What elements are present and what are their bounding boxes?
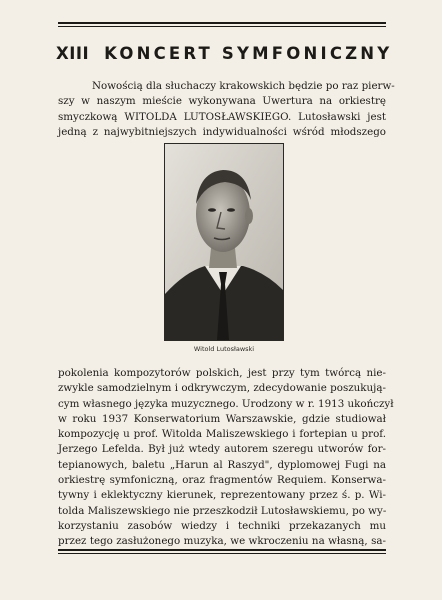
page-title: [56, 44, 396, 63]
text-line: tolda Maliszewskiego nie przeszkodził Lutosławskiemu, po wy-: [58, 504, 387, 517]
text-line: tywny i eklektyczny kierunek, reprezentowany przez ś. p. Wi-: [58, 489, 386, 502]
bottom-rule-thick: [58, 549, 386, 551]
text-line: Jerzego Lefelda. Był już wtedy autorem szeregu utworów for-: [58, 443, 386, 456]
text-line: orkiestrę symfoniczną, oraz fragmentów Requiem. Konserwa-: [58, 474, 386, 487]
text-line: kompozycję u prof. Witolda Maliszewskiego i fortepian u prof.: [58, 428, 386, 441]
text-line: szy w naszym mieście wykonywana Uwertura na orkiestrę: [58, 95, 386, 108]
text-line: pokolenia kompozytorów polskich, jest przy tym twórcą nie-: [58, 367, 386, 379]
text-line: korzystaniu zasobów wiedzy i techniki przekazanych mu: [58, 519, 386, 532]
photo-caption: Witold Lutosławski: [193, 345, 255, 353]
text-line: tepianowych, baletu „Harun al Raszyd", dyplomowej Fugi na: [58, 458, 386, 471]
text-line: w roku 1937 Konserwatorium Warszawskie, gdzie studiował: [58, 412, 386, 425]
text-line: Nowością dla słuchaczy krakowskich będzie po raz pierw-: [92, 80, 395, 92]
text-line: smyczkową WITOLDA LUTOSŁAWSKIEGO. Lutosławski jest: [58, 110, 386, 123]
bottom-rule-thin: [58, 553, 386, 554]
text-line: zwykle samodzielnym i odkrywczym, zdecydowanie poszukują-: [58, 382, 386, 395]
biography-paragraph: [58, 366, 394, 550]
concert-number: XIII: [56, 44, 90, 63]
top-rule-thin: [58, 26, 386, 27]
portrait-photo: [164, 143, 284, 341]
concert-title: KONCERT SYMFONICZNY: [104, 44, 393, 63]
text-line: cym własnego języka muzycznego. Urodzony w r. 1913 ukończył: [58, 397, 394, 410]
top-rule-thick: [58, 22, 386, 24]
text-line: jedną z najwybitniejszych indywidualności wśród młodszego: [58, 125, 386, 138]
intro-paragraph: [58, 79, 395, 140]
text-line: przez tego zasłużonego muzyka, we wkroczeniu na własną, sa-: [58, 535, 386, 548]
portrait-photo-image: [165, 144, 283, 340]
